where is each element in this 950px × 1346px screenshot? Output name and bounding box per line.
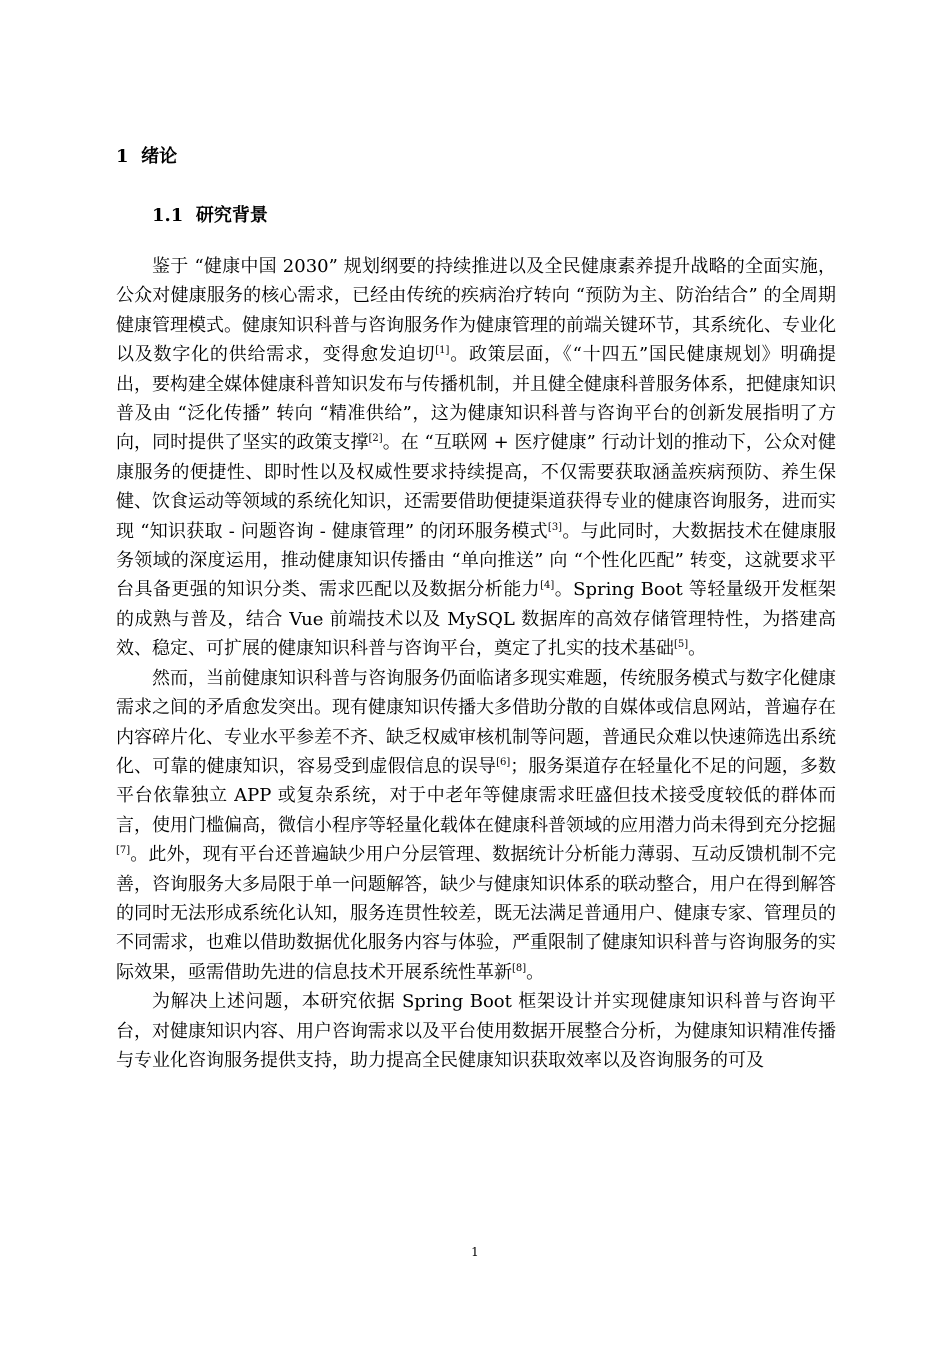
citation-ref: [1] bbox=[435, 345, 450, 357]
body-paragraph bbox=[116, 252, 836, 664]
body-text bbox=[116, 252, 836, 1075]
citation-ref: [8] bbox=[512, 962, 527, 974]
chapter-heading bbox=[116, 143, 177, 171]
paragraph-text: 鉴于 “健康中国 2030” 规划纲要的持续推进以及全民健康素养提升战略的全面实施，公众对健康服务的核心需求，已经由传统的疾病治疗转向 “预防为主、防治结合” 的全周期健康管理模式。健康知识科普与咨询服务作为健康管理的前端关键环节，其系统化、专业化以及数字化的供给需求，变得愈发迫切 bbox=[116, 256, 836, 366]
section-title: 研究背景 bbox=[195, 205, 268, 226]
citation-ref: [3] bbox=[547, 521, 563, 533]
paragraph-text: 。 bbox=[688, 638, 707, 660]
citation-ref: [6] bbox=[496, 756, 511, 768]
section-heading bbox=[152, 202, 268, 230]
citation-ref: [7] bbox=[116, 845, 131, 857]
paragraph-text: 。在 “互联网 + 医疗健康” 行动计划的推动下，公众对健康服务的便捷性、即时性以及权威性要求持续提高，不仅需要获取涵盖疾病预防、养生保健、饮食运动等领域的系统化知识，还需要借助便捷渠道获得专业的健康咨询服务，进而实现 “知识获取 - 问题咨询 - 健康管理” 的闭环服务模式 bbox=[116, 432, 836, 542]
body-paragraph bbox=[116, 664, 836, 987]
paragraph-text: 。此外，现有平台还普遍缺少用户分层管理、数据统计分析能力薄弱、互动反馈机制不完善，咨询服务大多局限于单一问题解答，缺少与健康知识体系的联动整合，用户在得到解答的同时无法形成系统化认知，服务连贯性较差，既无法满足普通用户、健康专家、管理员的不同需求，也难以借助数据优化服务内容与体验，严重限制了健康知识科普与咨询服务的实际效果，亟需借助先进的信息技术开展系统性革新 bbox=[116, 844, 836, 983]
paragraph-text: ；服务渠道存在轻量化不足的问题，多数平台依靠独立 APP 或复杂系统，对于中老年等健康需求旺盛但技术接受度较低的群体而言，使用门槛偏高，微信小程序等轻量化载体在健康科普领域的应用潜力尚未得到充分挖掘 bbox=[116, 755, 837, 836]
citation-ref: [5] bbox=[674, 639, 689, 651]
chapter-number: 1 bbox=[116, 146, 129, 167]
paragraph-text: 。 bbox=[526, 961, 545, 983]
citation-ref: [2] bbox=[368, 433, 383, 445]
body-paragraph bbox=[116, 987, 836, 1075]
chapter-title: 绪论 bbox=[141, 146, 178, 167]
citation-ref: [4] bbox=[540, 580, 555, 592]
section-number: 1.1 bbox=[152, 205, 184, 226]
paragraph-text: 。与此同时，大数据技术在健康服务领域的深度运用，推动健康知识传播由 “单向推送” 向 “个性化匹配” 转变，这就要求平台具备更强的知识分类、需求匹配以及数据分析能力 bbox=[116, 520, 836, 601]
paragraph-text: 为解决上述问题，本研究依据 Spring Boot 框架设计并实现健康知识科普与咨询平台，对健康知识内容、用户咨询需求以及平台使用数据开展整合分析，为健康知识精准传播与专业化咨询服务提供支持，助力提高全民健康知识获取效率以及咨询服务的可及 bbox=[116, 991, 836, 1071]
paragraph-text: 。Spring Boot 等轻量级开发框架的成熟与普及，结合 Vue 前端技术以及 MySQL 数据库的高效存储管理特性，为搭建高效、稳定、可扩展的健康知识科普与咨询平台，奠定了扎实的技术基础 bbox=[116, 579, 836, 660]
paragraph-text: 。政策层面，《“十四五”国民健康规划》明确提出，要构建全媒体健康科普知识发布与传播机制，并且健全健康科普服务体系，把健康知识普及由 “泛化传播” 转向 “精准供给”，这为健康知识科普与咨询平台的创新发展指明了方向，同时提供了坚实的政策支撑 bbox=[116, 344, 837, 454]
paragraph-text: 然而，当前健康知识科普与咨询服务仍面临诸多现实难题，传统服务模式与数字化健康需求之间的矛盾愈发突出。现有健康知识传播大多借助分散的自媒体或信息网站，普遍存在内容碎片化、专业水平参差不齐、缺乏权威审核机制等问题，普通民众难以快速筛选出系统化、可靠的健康知识，容易受到虚假信息的误导 bbox=[116, 667, 836, 777]
page-number: 1 bbox=[471, 1245, 479, 1259]
